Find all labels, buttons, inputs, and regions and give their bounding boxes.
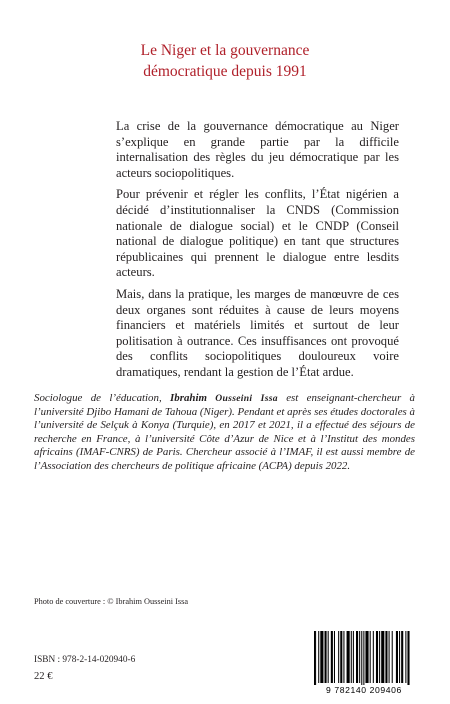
- barcode-bar: [361, 631, 362, 685]
- barcode-bar: [389, 631, 390, 683]
- barcode-bar: [315, 631, 316, 685]
- barcode-bars: [304, 629, 424, 685]
- barcode-bar: [318, 631, 319, 683]
- barcode-bar: [320, 631, 323, 683]
- barcode-bar: [373, 631, 374, 683]
- barcode-bar: [314, 631, 315, 685]
- barcode-bar: [328, 631, 329, 683]
- barcode-bar: [338, 631, 339, 683]
- barcode-bar: [347, 631, 350, 683]
- blurb-paragraph-3: Mais, dans la pratique, les marges de manœuvre de ces deux organes sont réduites à cause de leurs moyens financiers et matériels limités et surtout de leur politisation à outrance. Ces insuffisances ont provoqué des conflits sociopolitiques douloureux voire dramatiques, rendant la gestion de l’État ardue.: [116, 286, 399, 379]
- barcode-bar: [405, 631, 406, 683]
- bio-text: est enseignant-chercheur à l’université Djibo Hamani de Tahoua (Niger). Pendant et après ses études doctorales à l’université de Selçuk à Konya (Turquie), en 2017 et 2021, il a effectué des séjours de recherche en France, à l’université Côte d’Azur de Nice et à l’Institut des mondes africains (IMAF-CNRS) de Paris. Chercheur associé à l’IMAF, il est aussi membre de l’Association des chercheurs de politique africaine (ACPA) depuis 2022.: [34, 392, 415, 472]
- barcode-bar: [396, 631, 398, 683]
- bio-prefix: Sociologue de l’éducation,: [34, 392, 171, 404]
- blurb-paragraph-1: La crise de la gouvernance démocratique au Niger s’explique en grande partie par la difficile internalisation des règles du jeu démocratique par les acteurs sociopolitiques.: [116, 119, 399, 180]
- isbn: ISBN : 978-2-14-020940-6: [34, 655, 136, 665]
- photo-credit: Photo de couverture : © Ibrahim Ousseini Issa: [34, 597, 189, 606]
- barcode-bar: [385, 631, 387, 683]
- back-cover-blurb: [116, 119, 399, 387]
- barcode-bar: [363, 631, 364, 685]
- barcode-bar: [356, 631, 358, 683]
- barcode-bar: [370, 631, 371, 683]
- price: 22 €: [34, 671, 53, 682]
- barcode-bar: [409, 631, 410, 685]
- barcode-bar: [401, 631, 403, 683]
- barcode-bar: [359, 631, 360, 683]
- barcode-bar: [365, 631, 368, 683]
- barcode-bar: [325, 631, 327, 683]
- author-name: [170, 392, 278, 404]
- author-biography: [34, 392, 415, 473]
- barcode-bar: [407, 631, 408, 685]
- barcode-bar: [392, 631, 393, 683]
- barcode-bar: [343, 631, 344, 683]
- barcode-bar: [379, 631, 380, 683]
- barcode: [304, 629, 424, 695]
- barcode-bar: [376, 631, 378, 683]
- author-first-name: Ibrahim: [170, 392, 216, 404]
- barcode-bar: [353, 631, 354, 683]
- book-title: [0, 40, 450, 82]
- title-line-2: démocratique depuis 1991: [143, 63, 307, 80]
- author-last-name: Ousseini Issa: [215, 393, 278, 404]
- barcode-digits: 9 782140 209406: [326, 685, 402, 695]
- barcode-bar: [340, 631, 342, 683]
- title-line-1: Le Niger et la gouvernance: [140, 42, 310, 59]
- barcode-bar: [351, 631, 352, 683]
- barcode-bar: [399, 631, 400, 683]
- blurb-paragraph-2: Pour prévenir et régler les conflits, l’État nigérien a décidé d’institutionnaliser la CNDS (Commission nationale de dialogue social) et le CNDP (Conseil national de dialogue politique) en tant que structures républicaines qui prennent le dialogue entre lesdits acteurs.: [116, 187, 399, 280]
- barcode-bar: [331, 631, 333, 683]
- barcode-bar: [381, 631, 384, 683]
- barcode-bar: [334, 631, 335, 683]
